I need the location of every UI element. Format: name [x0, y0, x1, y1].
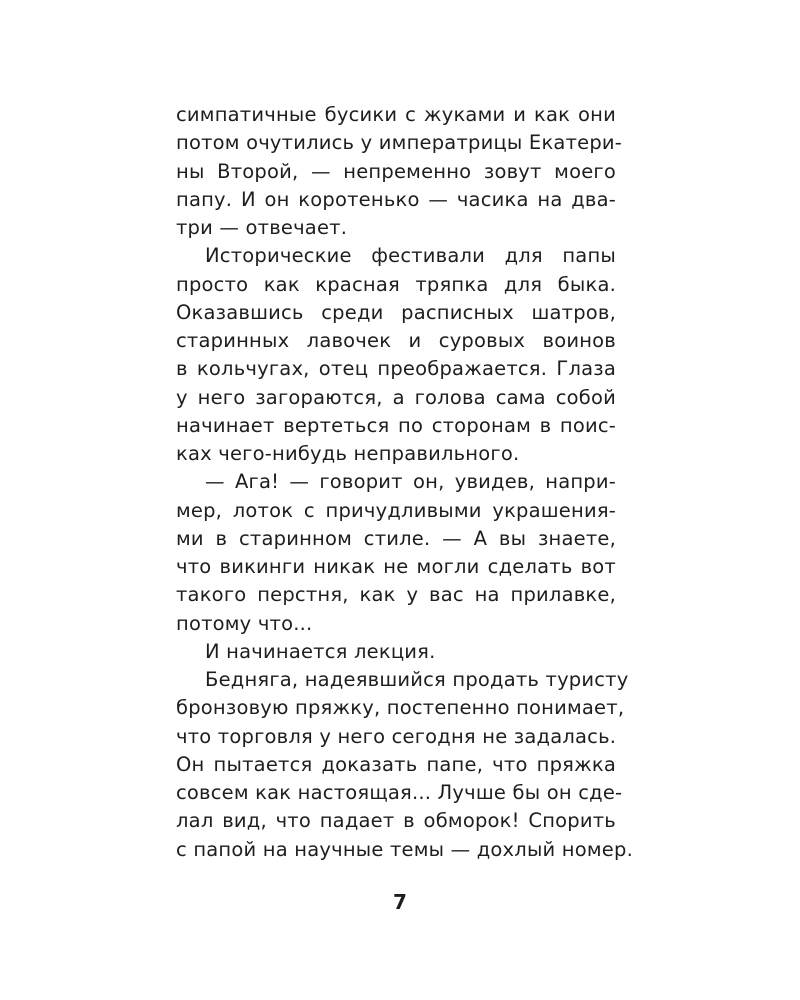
text-line: потом очутились у императрицы Екатери- — [176, 131, 623, 155]
text-line: старинных лавочек и суровых воинов — [176, 329, 616, 352]
text-line: что торговля у него сегодня не задалась. — [176, 724, 617, 748]
text-line: ны Второй, — непременно зовут моего — [176, 159, 616, 183]
text-line: лал вид, что падает в обморок! Спорить — [176, 809, 616, 833]
text-line: ми в старинном стиле. — А вы знаете, — [176, 526, 616, 550]
text-line: И начинается лекция. — [205, 639, 436, 663]
text-line: что викинги никак не могли сделать вот — [176, 555, 616, 578]
text-line: с папой на научные темы — дохлый номер. — [176, 837, 633, 861]
text-line: потому что... — [176, 611, 313, 635]
text-line: — Ага! — говорит он, увидев, напри- — [205, 470, 616, 494]
text-line: начинает вертеться по сторонам в поис- — [176, 413, 616, 437]
text-line: в кольчугах, отец преображается. Глаза — [176, 357, 616, 381]
body-text — [176, 101, 633, 864]
text-line: бронзовую пряжку, постепенно понимает, — [176, 696, 625, 720]
text-line: Он пытается доказать папе, что пряжка — [176, 752, 616, 776]
text-line: ках чего-нибудь неправильного. — [176, 442, 520, 465]
text-line: Бедняга, надеявшийся продать туристу — [205, 668, 629, 691]
page-number: 7 — [393, 890, 407, 914]
text-line: Оказавшись среди расписных шатров, — [176, 300, 616, 324]
text-line: три — отвечает. — [176, 216, 348, 239]
text-line: у него загораются, а голова сама собой — [176, 385, 616, 409]
text-line: симпатичные бусики с жуками и как они — [176, 103, 616, 126]
text-line: мер, лоток с причудливыми украшения- — [176, 498, 616, 522]
text-line: Исторические фестивали для папы — [205, 244, 616, 268]
text-line: просто как красная тряпка для быка. — [176, 272, 616, 296]
text-line: такого перстня, как у вас на прилавке, — [176, 583, 616, 607]
text-line: папу. И он коротенько — часика на два- — [176, 187, 616, 211]
text-line: совсем как настоящая... Лучше бы он сде- — [176, 781, 623, 804]
